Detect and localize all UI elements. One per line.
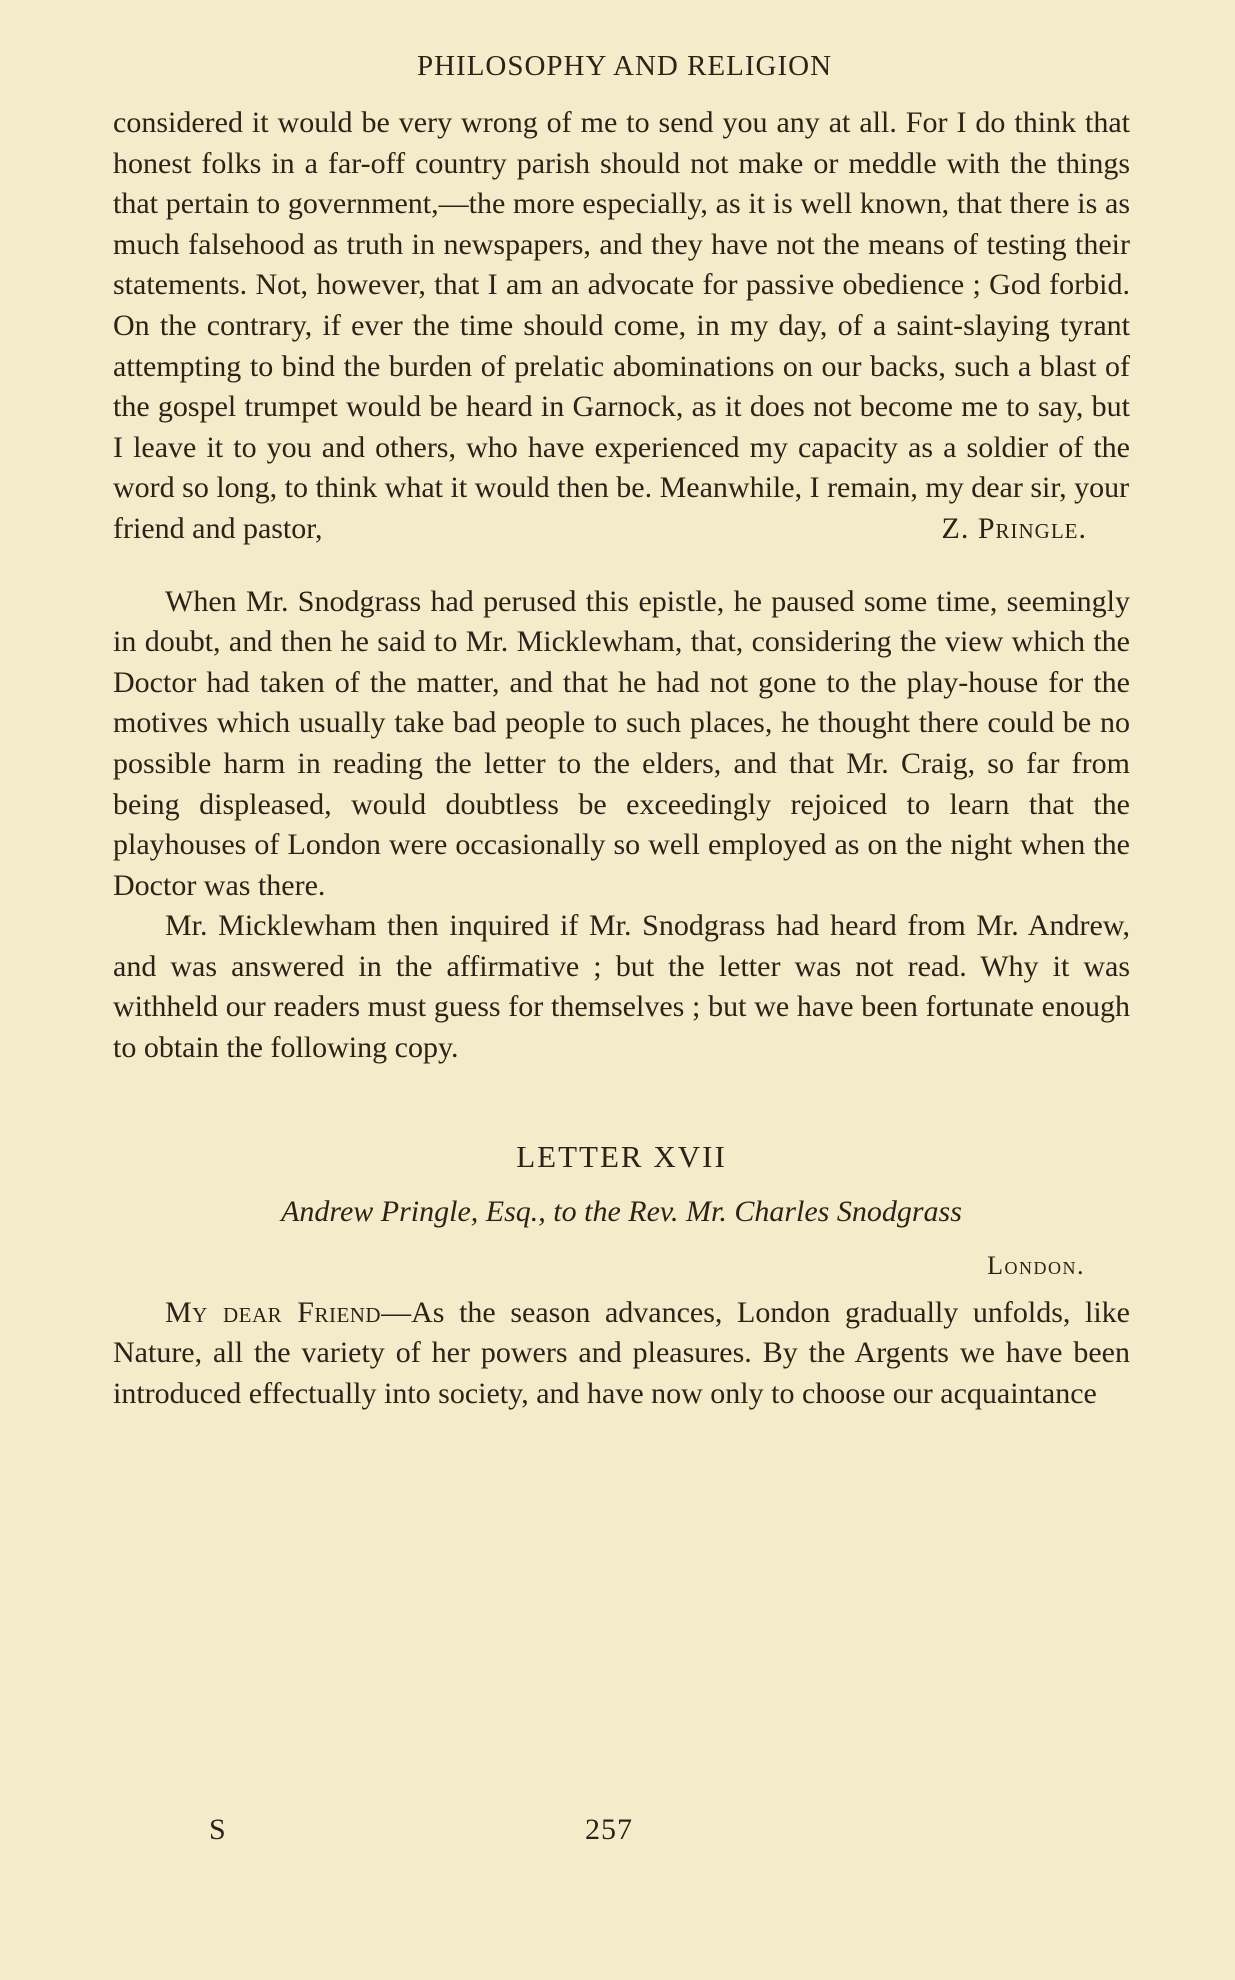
letter-salutation: My dear Friend <box>165 1295 382 1329</box>
letter-opening-text: —As the season advances, London gradually unfolds, like Nature, all the variety of her powers and pleasures. By the Argents we have been introduced effectually into society, and have now only to choose our acquaintance <box>113 1295 1130 1410</box>
signature-mark: S <box>209 1813 226 1846</box>
letter-closing: friend and pastor, <box>113 511 323 545</box>
letter-subheading: Andrew Pringle, Esq., to the Rev. Mr. Charles Snodgrass <box>281 1194 962 1228</box>
book-page <box>113 50 1130 1414</box>
letter-opening-paragraph <box>113 1293 1130 1415</box>
letter-place: London. <box>987 1250 1085 1280</box>
narrative-paragraph-1: When Mr. Snodgrass had perused this epistle, he paused some time, seemingly in doubt, and then he said to Mr. Micklewham, that, considering the view which the Doctor had taken of the matter, and that he had not gone to the play-house for the motives which usually take bad people to such places, he thought there could be no possible harm in reading the letter to the elders, and that Mr. Craig, so far from being displeased, would doubtless be exceedingly rejoiced to learn that the playhouses of London were occasionally so well employed as on the night when the Doctor was there. <box>113 584 1130 902</box>
letter-heading: LETTER XVII <box>516 1138 727 1174</box>
letter-conclusion-paragraph: considered it would be very wrong of me to send you any at all. For I do think that honest folks in a far-off country parish should not make or meddle with the things that pertain to government,—the more especially, as it is well known, that there is as much falsehood as truth in newspapers, and they have not the means of testing their statements. Not, however, that I am an advocate for passive obedience ; God forbid. On the contrary, if ever the time should come, in my day, of a saint-slaying tyrant attempting to bind the burden of prelatic abominations on our backs, such a blast of the gospel trumpet would be heard in Garnock, as it does not become me to say, but I leave it to you and others, who have experienced my capacity as a soldier of the word so long, to think what it would then be. Meanwhile, I remain, my dear sir, your <box>113 106 1130 505</box>
page-number: 257 <box>585 1813 633 1846</box>
running-head: PHILOSOPHY AND RELIGION <box>416 50 833 82</box>
letter-signature: Z. Pringle. <box>941 511 1087 545</box>
page-footer <box>0 1813 1235 1857</box>
letter-signoff <box>113 509 1130 550</box>
narrative-paragraph-2: Mr. Micklewham then inquired if Mr. Snodgrass had heard from Mr. Andrew, and was answered in the affirmative ; but the letter was not read. Why it was withheld our readers must guess for themselves ; but we have been fortunate enough to obtain the following copy. <box>113 909 1130 1065</box>
